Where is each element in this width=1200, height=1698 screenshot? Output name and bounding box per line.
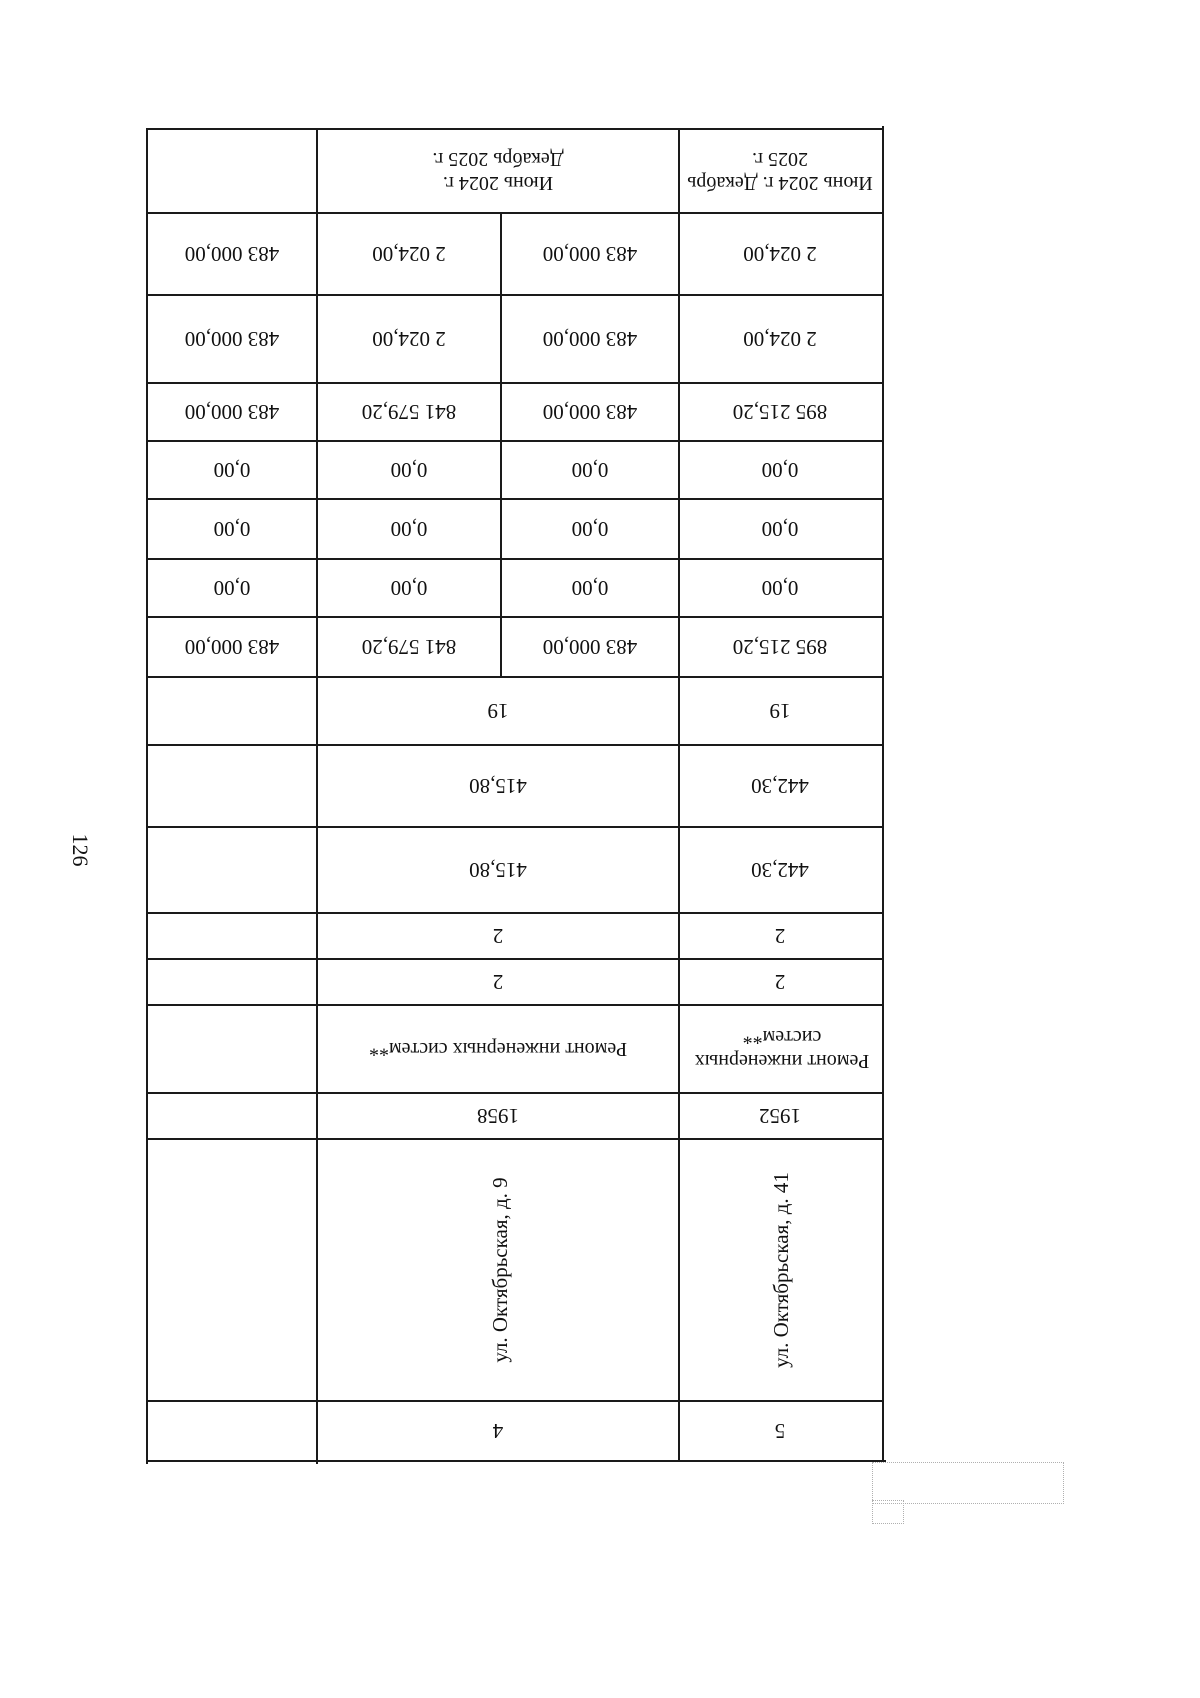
cell-address-text: ул. Октябрьская, д. 41: [768, 1172, 793, 1368]
table-border-bottom: [146, 1460, 886, 1462]
scan-artifact: [872, 1462, 1064, 1504]
table-border-right: [882, 126, 884, 1462]
cell-area: 415,80: [469, 858, 527, 883]
cell-sum-total: 841 579,20: [361, 635, 457, 660]
cell-period: Июнь 2024 г. Декабрь 2025 г.: [432, 148, 564, 194]
cell-area: 442,30: [751, 774, 809, 799]
cell-zero: 0,00: [213, 517, 251, 542]
cell-work-type: Ремонт инженерных систем**: [368, 1038, 628, 1061]
cell-sum-fund: 895 215,20: [732, 400, 828, 425]
cell-zero: 0,00: [761, 458, 799, 483]
cell-area: 442,30: [751, 858, 809, 883]
cell-sum-fund: 841 579,20: [361, 400, 457, 425]
cell-count: 19: [487, 699, 509, 724]
cell-number: 5: [774, 1419, 786, 1444]
cell-unit-limit: 483 000,00: [542, 242, 638, 267]
cell-year: 1958: [477, 1104, 519, 1129]
cell-year: 1952: [759, 1104, 801, 1129]
cell-col-b: 2: [774, 924, 786, 949]
cell-unit-limit: 2 024,00: [372, 242, 446, 267]
cell-address: [470, 1150, 530, 1390]
cell-zero: 0,00: [761, 517, 799, 542]
cell-unit-limit: 483 000,00: [184, 242, 280, 267]
cell-sum-fund: 483 000,00: [542, 400, 638, 425]
cell-unit-limit: 2 024,00: [743, 242, 817, 267]
cell-zero: 0,00: [390, 517, 428, 542]
cell-zero: 0,00: [571, 517, 609, 542]
cell-zero: 0,00: [213, 458, 251, 483]
page-number: 126: [68, 833, 93, 867]
cell-zero: 0,00: [761, 576, 799, 601]
cell-address: [751, 1139, 811, 1401]
cell-zero: 0,00: [571, 458, 609, 483]
cell-unit-cost: 483 000,00: [184, 327, 280, 352]
cell-sum-fund: 483 000,00: [184, 400, 280, 425]
cell-number: 4: [492, 1419, 504, 1444]
cell-work-type: Ремонт инженерных систем**: [694, 1026, 870, 1072]
cell-zero: 0,00: [571, 576, 609, 601]
cell-period: Июнь 2024 г. Декабрь 2025 г.: [687, 148, 873, 194]
cell-area: 415,80: [469, 774, 527, 799]
cell-sum-total: 483 000,00: [542, 635, 638, 660]
cell-col-a: 2: [774, 970, 786, 995]
cell-zero: 0,00: [390, 576, 428, 601]
cell-unit-cost: 2 024,00: [743, 327, 817, 352]
cell-unit-cost: 483 000,00: [542, 327, 638, 352]
cell-zero: 0,00: [213, 576, 251, 601]
scan-artifact: [872, 1500, 904, 1524]
cell-col-a: 2: [492, 970, 504, 995]
cell-unit-cost: 2 024,00: [372, 327, 446, 352]
cell-address-text: ул. Октябрьская, д. 9: [487, 1177, 512, 1363]
cell-count: 19: [769, 699, 791, 724]
cell-zero: 0,00: [390, 458, 428, 483]
cell-sum-total: 895 215,20: [732, 635, 828, 660]
cell-sum-total: 483 000,00: [184, 635, 280, 660]
cell-col-b: 2: [492, 924, 504, 949]
